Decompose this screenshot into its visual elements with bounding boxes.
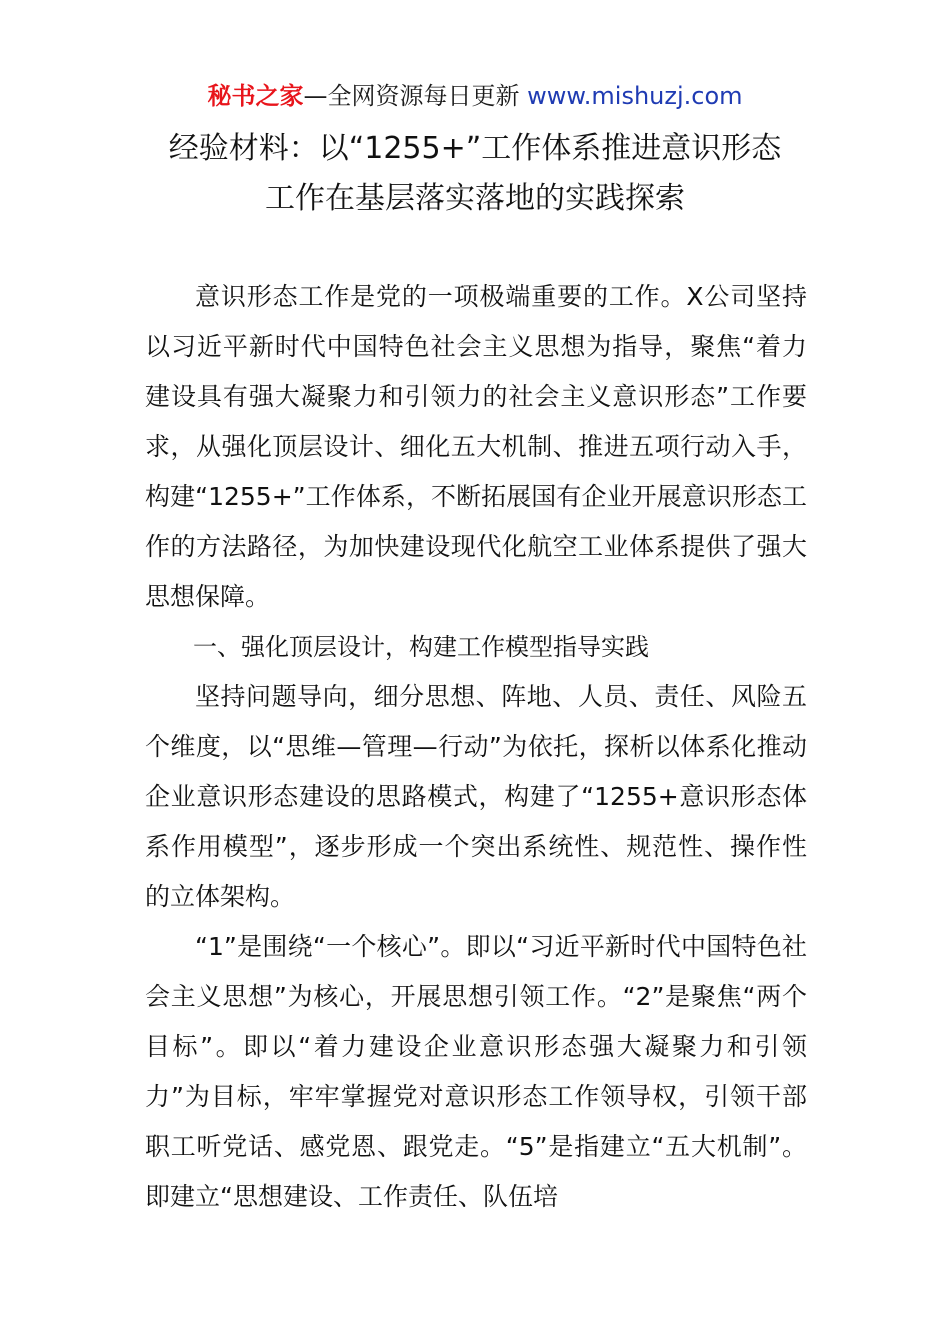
paragraph-section-1-detail: “1”是围绕“一个核心”。即以“习近平新时代中国特色社会主义思想”为核心，开展思想引领工作。“2”是聚焦“两个目标”。即以“着力建设企业意识形态强大凝聚力和引领力”为目标，牢牢掌握党对意识形态工作领导权，引领干部职工听党话、感党恩、跟党走。“5”是指建立“五大机制”。即建立“思想建设、工作责任、队伍培 (145, 932, 807, 1211)
site-header (0, 80, 950, 112)
section-heading-1: 一、强化顶层设计，构建工作模型指导实践 (193, 633, 649, 661)
title-line-1: 经验材料：以“1255+”工作体系推进意识形态 (168, 131, 782, 166)
site-tagline: —全网资源每日更新 (303, 82, 528, 110)
title-line-2: 工作在基层落实落地的实践探索 (265, 181, 685, 216)
document-title (0, 124, 950, 224)
paragraph-intro: 意识形态工作是党的一项极端重要的工作。X公司坚持以习近平新时代中国特色社会主义思想为指导，聚焦“着力建设具有强大凝聚力和引领力的社会主义意识形态”工作要求，从强化顶层设计、细化五大机制、推进五项行动入手，构建“1255+”工作体系，不断拓展国有企业开展意识形态工作的方法路径，为加快建设现代化航空工业体系提供了强大思想保障。 (145, 282, 807, 611)
document-body (145, 272, 807, 1222)
brand-name: 秘书之家 (207, 82, 304, 110)
paragraph-section-1: 坚持问题导向，细分思想、阵地、人员、责任、风险五个维度，以“思维—管理—行动”为依托，探析以体系化推动企业意识形态建设的思路模式，构建了“1255+意识形态体系作用模型”，逐步形成一个突出系统性、规范性、操作性的立体架构。 (145, 682, 807, 911)
site-url-link[interactable]: www.mishuzj.com (527, 82, 743, 110)
